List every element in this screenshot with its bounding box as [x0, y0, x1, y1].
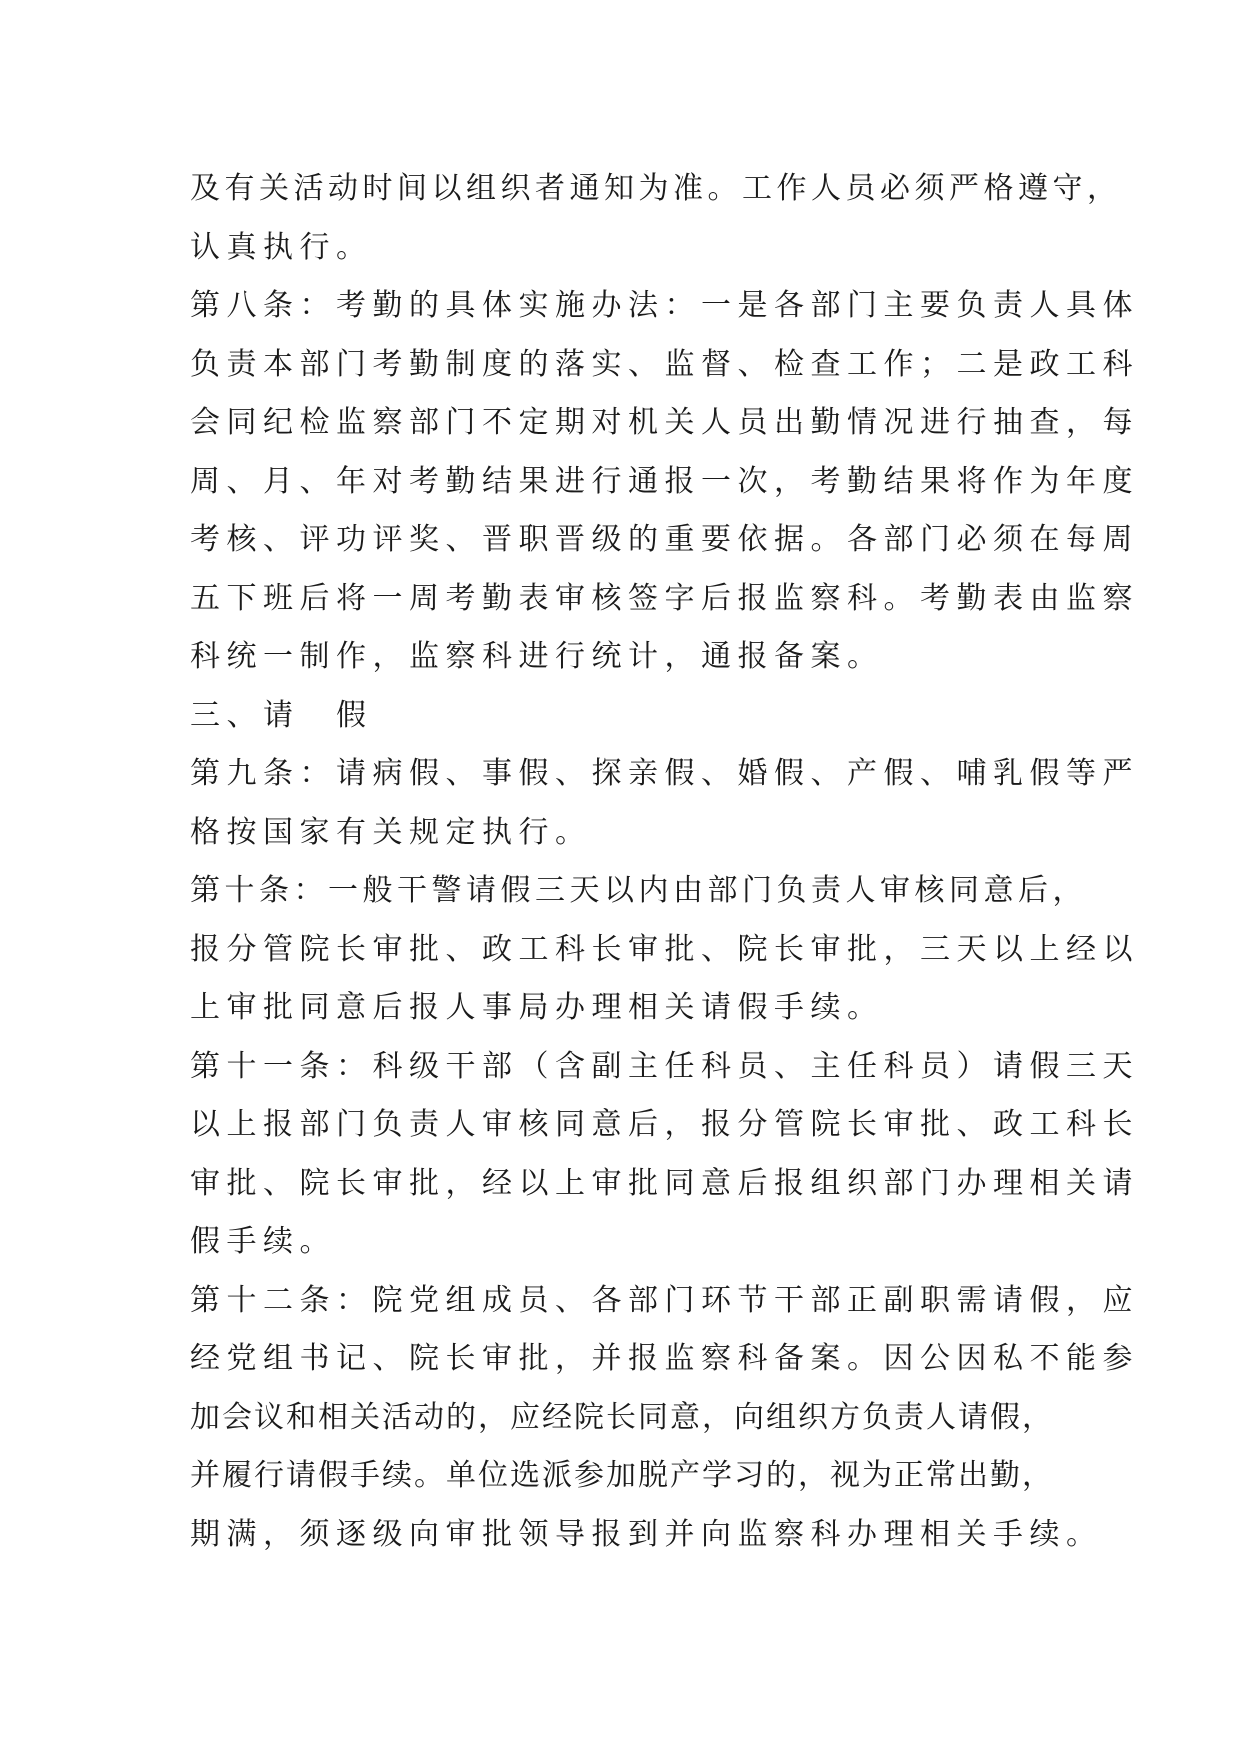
- text-line: 期满，须逐级向审批领导报到并向监察科办理相关手续。: [190, 1516, 1103, 1552]
- text-line: 第十条：一般干警请假三天以内由部门负责人审核同意后，: [190, 873, 1087, 908]
- text-line: 并履行请假手续。单位选派参加脱产学习的，视为正常出勤，: [190, 1458, 1054, 1493]
- text-line: 第八条：考勤的具体实施办法：一是各部门主要负责人具体: [190, 288, 1139, 323]
- text-line: 考核、评功评奖、晋职晋级的重要依据。各部门必须在每周: [190, 522, 1139, 557]
- text-line: 第十二条：院党组成员、各部门环节干部正副职需请假，应: [190, 1282, 1139, 1318]
- text-line: 报分管院长审批、政工科长审批、院长审批，三天以上经以: [190, 931, 1139, 967]
- text-line: 会同纪检监察部门不定期对机关人员出勤情况进行抽查，每: [190, 405, 1139, 440]
- text-line: 以上报部门负责人审核同意后，报分管院长审批、政工科长: [190, 1107, 1139, 1142]
- text-line: 格按国家有关规定执行。: [190, 814, 592, 850]
- text-line: 周、月、年对考勤结果进行通报一次，考勤结果将作为年度: [190, 463, 1139, 499]
- text-line: 负责本部门考勤制度的落实、监督、检查工作；二是政工科: [190, 346, 1139, 382]
- section-heading: 三、请 假: [190, 697, 373, 733]
- document-body: [190, 160, 1139, 1564]
- text-line: 认真执行。: [190, 229, 373, 265]
- text-line: 第十一条：科级干部（含副主任科员、主任科员）请假三天: [190, 1048, 1139, 1084]
- text-line: 经党组书记、院长审批，并报监察科备案。因公因私不能参: [190, 1341, 1139, 1376]
- text-line: 及有关活动时间以组织者通知为准。工作人员必须严格遵守，: [190, 171, 1122, 206]
- text-line: 假手续。: [190, 1224, 336, 1259]
- text-line: 科统一制作，监察科进行统计，通报备案。: [190, 639, 884, 674]
- text-line: 上审批同意后报人事局办理相关请假手续。: [190, 990, 884, 1025]
- text-line: 第九条：请病假、事假、探亲假、婚假、产假、哺乳假等严: [190, 756, 1139, 791]
- text-line: 五下班后将一周考勤表审核签字后报监察科。考勤表由监察: [190, 580, 1139, 616]
- text-line: 加会议和相关活动的，应经院长同意，向组织方负责人请假，: [190, 1399, 1054, 1435]
- text-line: 审批、院长审批，经以上审批同意后报组织部门办理相关请: [190, 1165, 1139, 1201]
